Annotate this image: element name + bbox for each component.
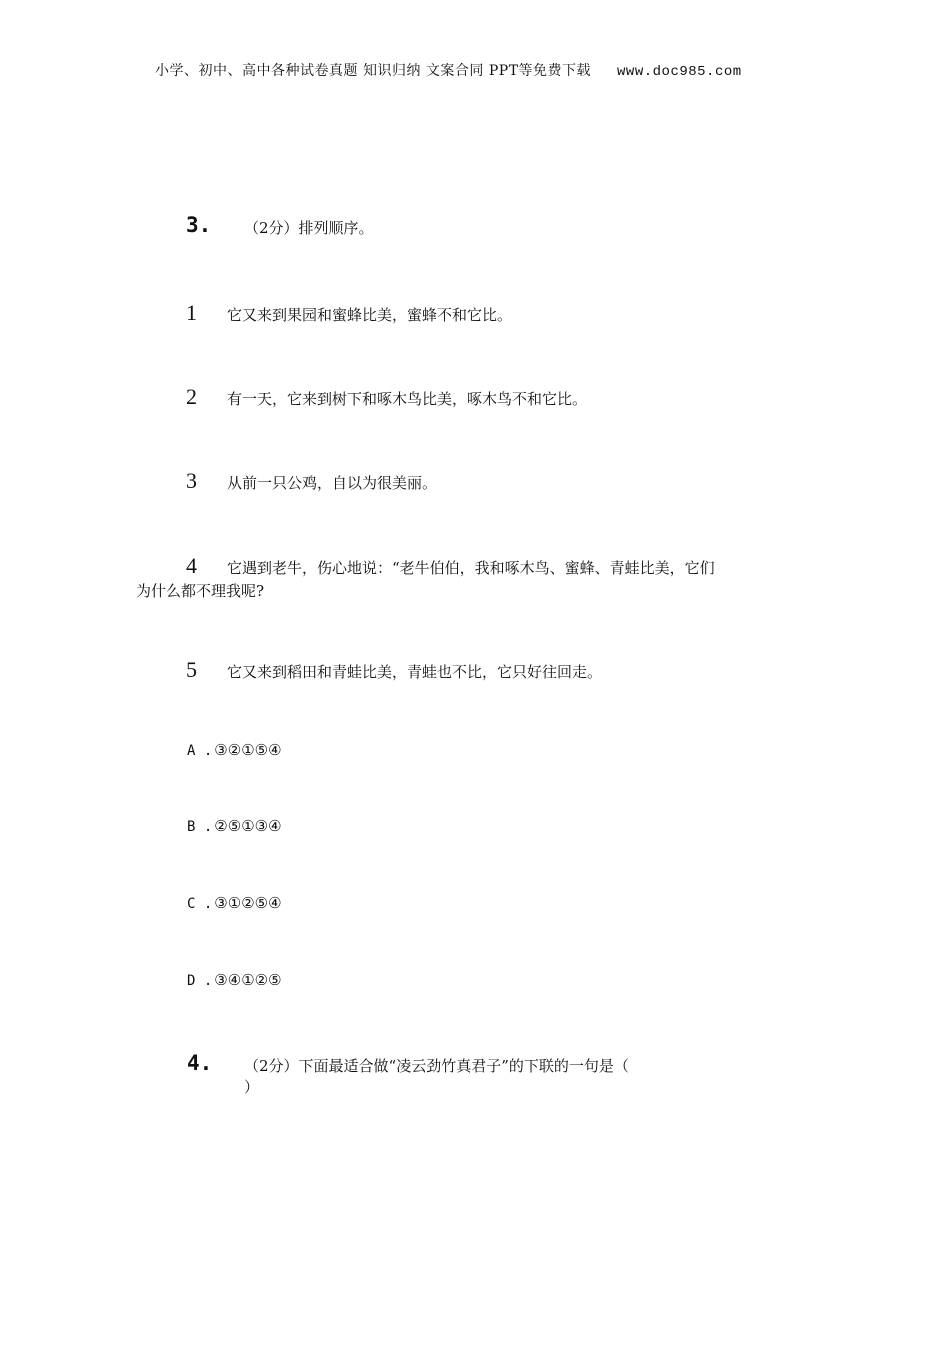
option-label: B . xyxy=(187,819,213,835)
header-site: www.doc985.com xyxy=(617,64,742,80)
option-a[interactable] xyxy=(187,741,282,759)
option-label: C . xyxy=(187,896,213,912)
option-text: ③②①⑤④ xyxy=(214,741,282,759)
sentence-text: 它遇到老牛，伤心地说：“老牛伯伯，我和啄木鸟、蜜蜂、青蛙比美，它们 xyxy=(227,559,715,577)
option-text: ②⑤①③④ xyxy=(214,817,282,835)
option-c[interactable] xyxy=(187,894,282,912)
option-d[interactable] xyxy=(187,971,282,989)
sentence-text: 从前一只公鸡，自以为很美丽。 xyxy=(227,474,438,492)
question-4-prompt-cont: ） xyxy=(244,1078,260,1096)
question-3-prompt: （2分）排列顺序。 xyxy=(244,219,374,237)
sentence-number: 1 xyxy=(186,300,197,325)
page-header xyxy=(155,60,742,80)
sentence-text: 它又来到稻田和青蛙比美，青蛙也不比，它只好往回走。 xyxy=(227,663,603,681)
header-text: 小学、初中、高中各种试卷真题 知识归纳 文案合同 PPT等免费下载 xyxy=(155,63,592,79)
sentence-number: 4 xyxy=(186,553,197,578)
option-label: D . xyxy=(187,973,213,989)
option-text: ③①②⑤④ xyxy=(214,894,282,912)
option-b[interactable] xyxy=(187,817,282,835)
question-3-number: 3. xyxy=(186,213,212,237)
sentence-text: 它又来到果园和蜜蜂比美，蜜蜂不和它比。 xyxy=(227,306,513,324)
question-4-number: 4. xyxy=(187,1051,213,1075)
sentence-number: 3 xyxy=(186,468,197,493)
sentence-number: 2 xyxy=(186,384,197,409)
sentence-text: 有一天，它来到树下和啄木鸟比美，啄木鸟不和它比。 xyxy=(227,390,588,408)
option-text: ③④①②⑤ xyxy=(214,971,282,989)
sentence-number: 5 xyxy=(186,657,197,682)
option-label: A . xyxy=(187,743,213,759)
sentence-continuation: 为什么都不理我呢? xyxy=(136,582,265,600)
question-4-prompt: （2分）下面最适合做“凌云劲竹真君子”的下联的一句是（ xyxy=(244,1057,629,1075)
